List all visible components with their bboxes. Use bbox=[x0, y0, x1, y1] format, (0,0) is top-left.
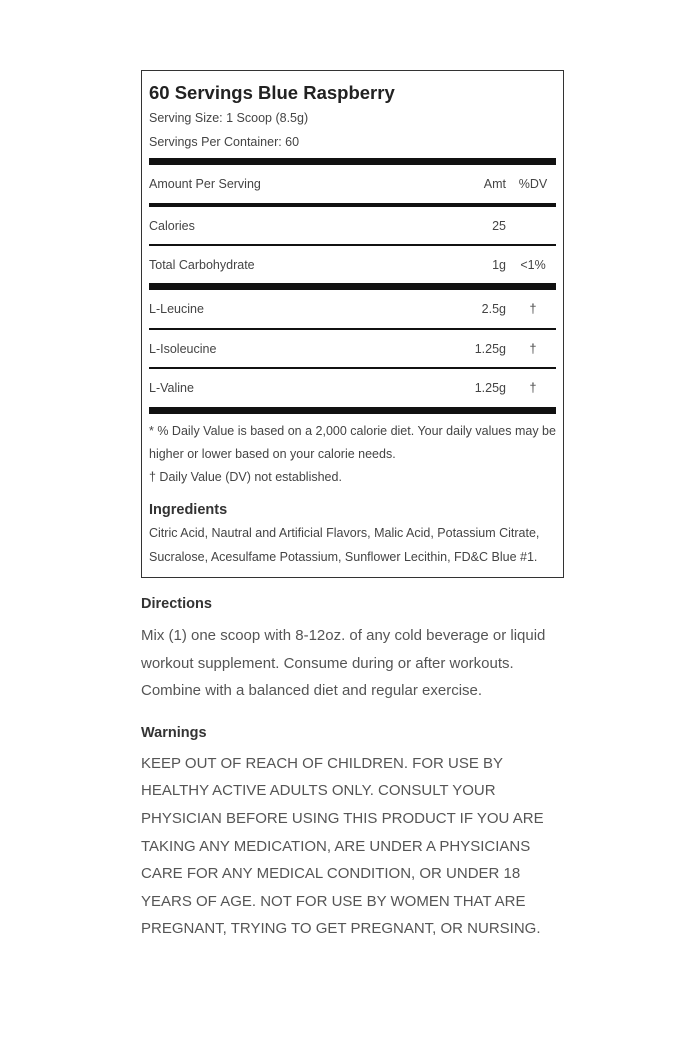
nutrient-amount: 1.25g bbox=[474, 381, 506, 395]
warnings-section bbox=[141, 722, 564, 943]
divider-thick bbox=[149, 283, 556, 290]
nutrient-name: L-Isoleucine bbox=[149, 341, 217, 356]
directions-text: Mix (1) one scoop with 8-12oz. of any cold beverage or liquid workout supplement. Consume during or after workouts. Combine with a balanced diet and regular exercise. bbox=[141, 627, 546, 700]
nutrient-amount: 25 bbox=[492, 218, 506, 233]
facts-row-l-valine bbox=[149, 369, 556, 407]
nutrient-name: Total Carbohydrate bbox=[149, 257, 255, 272]
divider-thick bbox=[149, 158, 556, 165]
serving-size: Serving Size: 1 Scoop (8.5g) bbox=[149, 111, 309, 125]
nutrient-amount: 1.25g bbox=[474, 341, 506, 356]
header-amount-per-serving: Amount Per Serving bbox=[149, 177, 261, 191]
header-dv: %DV bbox=[518, 177, 548, 191]
product-info bbox=[141, 70, 564, 943]
nutrient-amount: 1g bbox=[492, 257, 506, 272]
nutrient-name: L-Leucine bbox=[149, 302, 204, 316]
facts-title: 60 Servings Blue Raspberry bbox=[149, 82, 395, 103]
warnings-title: Warnings bbox=[141, 724, 207, 741]
nutrient-dv: <1% bbox=[520, 257, 546, 272]
nutrient-name: Calories bbox=[149, 218, 195, 233]
nutrient-dv: † bbox=[529, 341, 537, 356]
footnote-daily-value-basis: * % Daily Value is based on a 2,000 calorie diet. Your daily values may be higher or lower based on your calorie needs. bbox=[149, 424, 556, 461]
directions-section bbox=[141, 593, 564, 705]
facts-row-l-leucine bbox=[149, 290, 556, 328]
warnings-text: KEEP OUT OF REACH OF CHILDREN. FOR USE BY HEALTHY ACTIVE ADULTS ONLY. CONSULT YOUR PHYSICIAN BEFORE USING THIS PRODUCT IF YOU ARE TAKING ANY MEDICATION, ARE UNDER A PHYSICIANS CARE FOR ANY MEDICAL CONDITION, OR UNDER 18 YEARS OF AGE. NOT FOR USE BY WOMEN THAT ARE PREGNANT, TRYING TO GET PREGNANT, OR NURSING. bbox=[141, 754, 544, 938]
supplement-facts-panel bbox=[141, 70, 564, 578]
divider-thick bbox=[149, 407, 556, 414]
ingredients-text: Citric Acid, Nautral and Artificial Flavors, Malic Acid, Potassium Citrate, Sucralose, Acesulfame Potassium, Sunflower Lecithin, FD&C Blue #1. bbox=[149, 526, 540, 564]
nutrient-name: L-Valine bbox=[149, 381, 194, 395]
header-amt: Amt bbox=[483, 177, 506, 191]
facts-row-total-carbohydrate bbox=[149, 246, 556, 283]
facts-header-row bbox=[149, 165, 556, 203]
nutrient-amount: 2.5g bbox=[481, 302, 506, 316]
servings-per-container: Servings Per Container: 60 bbox=[149, 135, 300, 149]
nutrient-dv: † bbox=[529, 381, 537, 395]
ingredients-title: Ingredients bbox=[149, 502, 228, 518]
footnote-dv-not-established: † Daily Value (DV) not established. bbox=[149, 470, 342, 484]
directions-title: Directions bbox=[141, 596, 212, 612]
facts-row-calories bbox=[149, 207, 556, 244]
daily-value-footnote bbox=[149, 414, 556, 489]
facts-row-l-isoleucine bbox=[149, 330, 556, 367]
nutrient-dv: † bbox=[529, 302, 537, 316]
